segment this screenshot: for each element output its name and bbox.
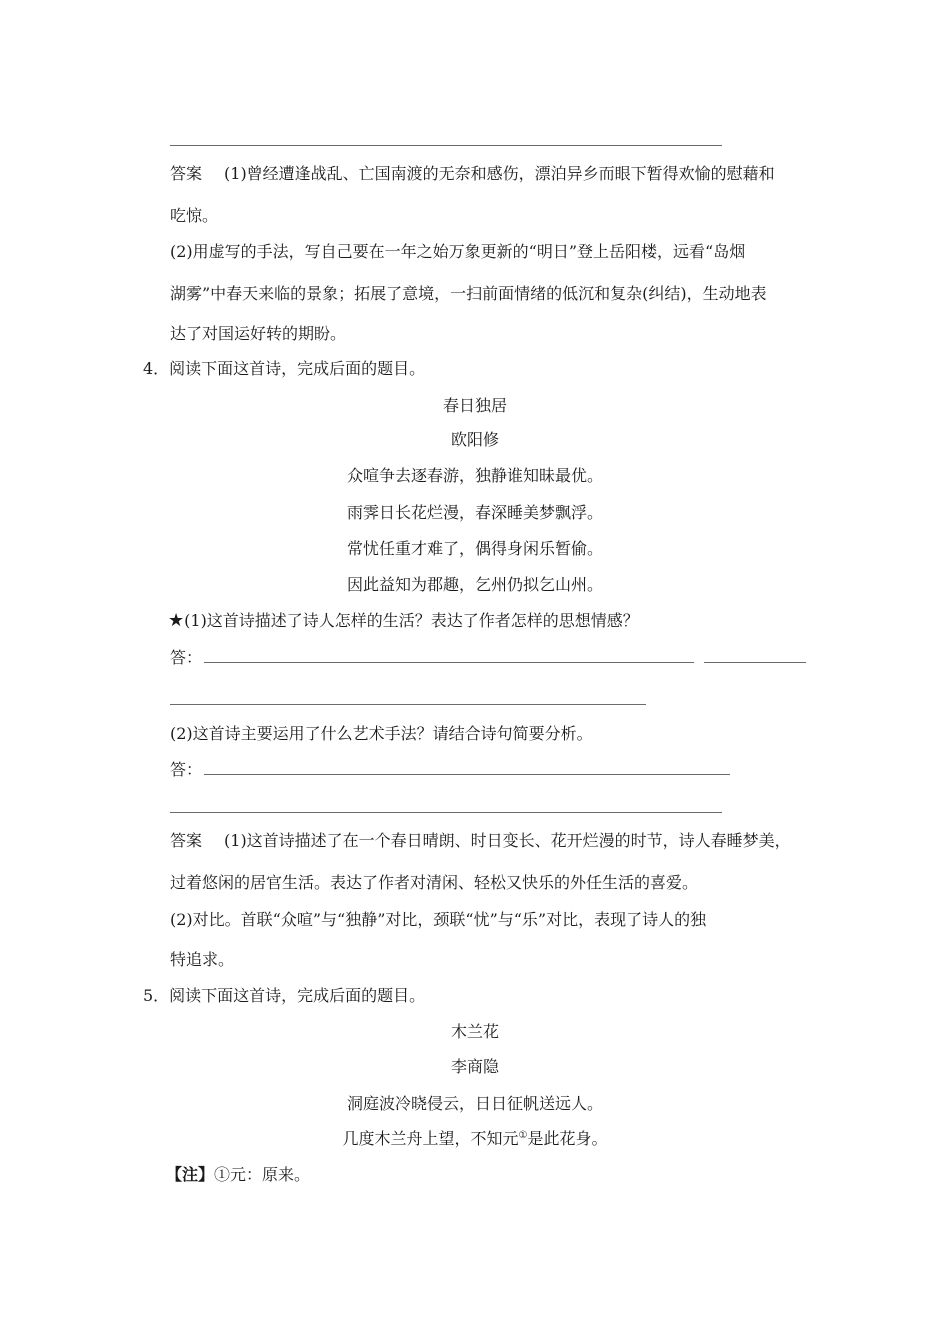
answer-label: 答案 [170, 831, 203, 850]
answer-blank-1a[interactable] [204, 662, 694, 663]
q5-poem-line-1: 洞庭波冷晓侵云，日日征帆送远人。 [346, 1094, 603, 1113]
answer-blank-2b[interactable] [170, 812, 722, 813]
q4-poem-title: 春日独居 [442, 396, 507, 415]
q3-answer-line-5: 达了对国运好转的期盼。 [170, 324, 347, 343]
q3-answer-line-1: 答案 (1)曾经遭逢战乱、亡国南渡的无奈和感伤，漂泊异乡而眼下暂得欢愉的慰藉和 [170, 164, 775, 183]
q4-stem: 4．阅读下面这首诗，完成后面的题目。 [143, 359, 426, 378]
q4-poem-line-2: 雨霁日长花烂漫，春深睡美梦飘浮。 [346, 503, 603, 522]
answer-blank-line [170, 145, 722, 146]
q4-answer-line-4: 特追求。 [170, 950, 235, 969]
answer-blank-1c[interactable] [170, 704, 646, 705]
answer-label: 答案 [170, 164, 203, 183]
q4-answer-line-2: 过着悠闲的居官生活。表达了作者对清闲、轻松又快乐的外任生活的喜爱。 [170, 873, 699, 892]
q5-poem-title: 木兰花 [450, 1022, 499, 1041]
q4-sub-question-2: (2)这首诗主要运用了什么艺术手法？请结合诗句简要分析。 [170, 724, 593, 743]
note-text: ①元：原来。 [214, 1165, 311, 1184]
answer-prefix-1: 答： [170, 648, 203, 667]
q5-footnote [166, 1165, 310, 1185]
answer-blank-1b[interactable] [704, 662, 806, 663]
q3-answer-line-2: 吃惊。 [170, 206, 219, 225]
q4-poem-author: 欧阳修 [450, 430, 499, 449]
q4-sub-question-1: ★(1)这首诗描述了诗人怎样的生活？表达了作者怎样的思想情感？ [168, 610, 639, 631]
star-icon: ★ [168, 610, 185, 631]
q4-poem-line-4: 因此益知为郡趣，乞州仍拟乞山州。 [346, 575, 603, 594]
q4-poem-line-3: 常忧任重才难了，偶得身闲乐暂偷。 [346, 539, 603, 558]
answer-blank-2a[interactable] [204, 774, 730, 775]
q3-answer-line-4: 湖雾”中春天来临的景象；拓展了意境，一扫前面情绪的低沉和复杂(纠结)，生动地表 [170, 284, 767, 303]
note-label: 【注】 [166, 1165, 215, 1184]
q5-stem: 5．阅读下面这首诗，完成后面的题目。 [143, 986, 426, 1005]
q4-answer-line-1: 答案 (1)这首诗描述了在一个春日晴朗、时日变长、花开烂漫的时节，诗人春睡梦美， [170, 831, 791, 850]
answer-prefix-2: 答： [170, 760, 203, 779]
q5-poem-author: 李商隐 [450, 1057, 499, 1076]
q4-poem-line-1: 众喧争去逐春游，独静谁知昧最优。 [346, 466, 603, 485]
footnote-marker: ① [518, 1130, 528, 1141]
q5-poem-line-2: 几度木兰舟上望，不知元①是此花身。 [342, 1129, 608, 1148]
q4-answer-line-3: (2)对比。首联“众喧”与“独静”对比，颈联“忧”与“乐”对比，表现了诗人的独 [170, 910, 707, 929]
q3-answer-line-3: (2)用虚写的手法，写自己要在一年之始万象更新的“明日”登上岳阳楼，远看“岛烟 [170, 242, 746, 261]
